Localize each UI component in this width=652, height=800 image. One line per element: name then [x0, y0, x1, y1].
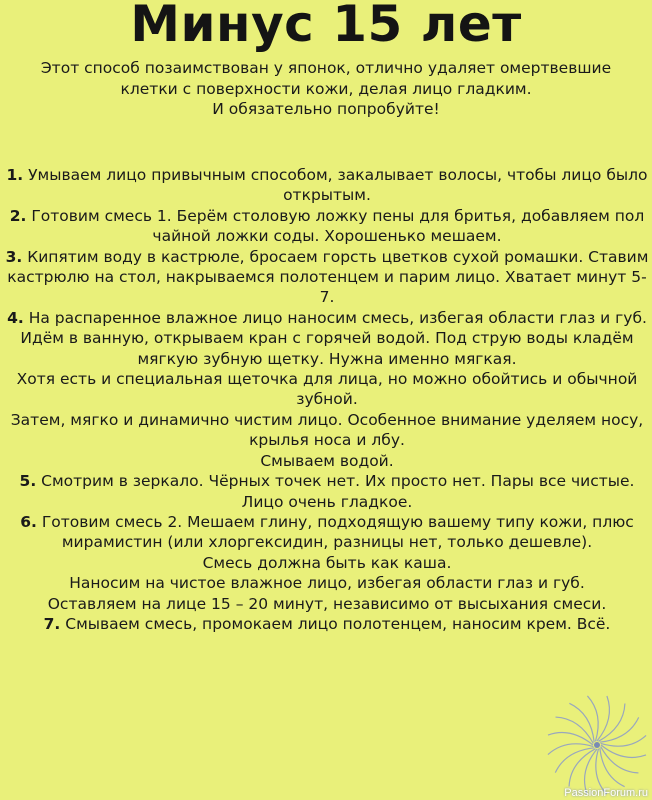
intro-text: Этот способ позаимствован у японок, отлично удаляет омертвевшие клетки с поверхности кожи, делая лицо гладким. [40, 59, 612, 98]
paragraph: Оставляем на лице 15 – 20 минут, независимо от высыхания смеси. [47, 594, 607, 613]
step-1 [4, 165, 650, 206]
paragraph: Идём в ванную, открываем кран с горячей водой. Под струю воды кладём мягкую зубную щетку. Нужна именно мягкая. [20, 329, 634, 368]
step-number: 4. [7, 308, 24, 327]
step-number: 2. [9, 206, 27, 225]
step-number: 6. [20, 512, 37, 531]
step-text: Готовим смесь 1. Берём столовую ложку пены для бритья, добавляем пол чайной ложки соды. Хорошенько мешаем. [31, 206, 645, 246]
step-6 [4, 512, 650, 553]
spiral-flower-icon [542, 690, 652, 800]
step-number: 1. [6, 166, 24, 184]
paragraph: Хотя есть и специальная щеточка для лица, но можно обойтись и обычной зубной. [16, 370, 638, 409]
step-number: 5. [19, 472, 37, 491]
step-text: Смываем смесь, промокаем лицо полотенцем, наносим крем. Всё. [65, 614, 611, 633]
step-number: 3. [5, 247, 23, 266]
step-text: Кипятим воду в кастрюле, бросаем горсть цветков сухой ромашки. Ставим кастрюлю на стол, накрываемся полотенцем и парим лицо. Хватает минут 5-7. [7, 247, 649, 307]
watermark-text: PassionForum.ru [564, 787, 648, 799]
step-text: Умываем лицо привычным способом, закалывает волосы, чтобы лицо было открытым. [28, 166, 648, 205]
step-text: Смотрим в зеркало. Чёрных точек нет. Их просто нет. Пары все чистые. Лицо очень гладкое. [41, 472, 635, 511]
step-number: 7. [43, 614, 61, 633]
page-title: Минус 15 лет [130, 0, 522, 53]
step-2 [4, 206, 650, 247]
paragraph: Наносим на чистое влажное лицо, избегая области глаз и губ. [69, 574, 585, 593]
intro-call: И обязательно попробуйте! [212, 100, 440, 119]
paragraph: Смываем водой. [260, 451, 394, 470]
paragraph: Затем, мягко и динамично чистим лицо. Особенное внимание уделяем носу, крылья носа и лбу. [10, 410, 644, 450]
step-5 [4, 471, 650, 512]
paragraph: Смесь должна быть как каша. [202, 553, 452, 572]
step-text: На распаренное влажное лицо наносим смесь, избегая области глаз и губ. [28, 308, 647, 327]
instructions [4, 165, 650, 634]
step-4 [4, 308, 650, 328]
step-3 [4, 247, 650, 308]
step-7 [4, 614, 650, 634]
step-text: Готовим смесь 2. Мешаем глину, подходящую вашему типу кожи, плюс мирамистин (или хлоргексидин, разницы нет, только дешевле). [41, 512, 634, 552]
intro [18, 58, 634, 120]
